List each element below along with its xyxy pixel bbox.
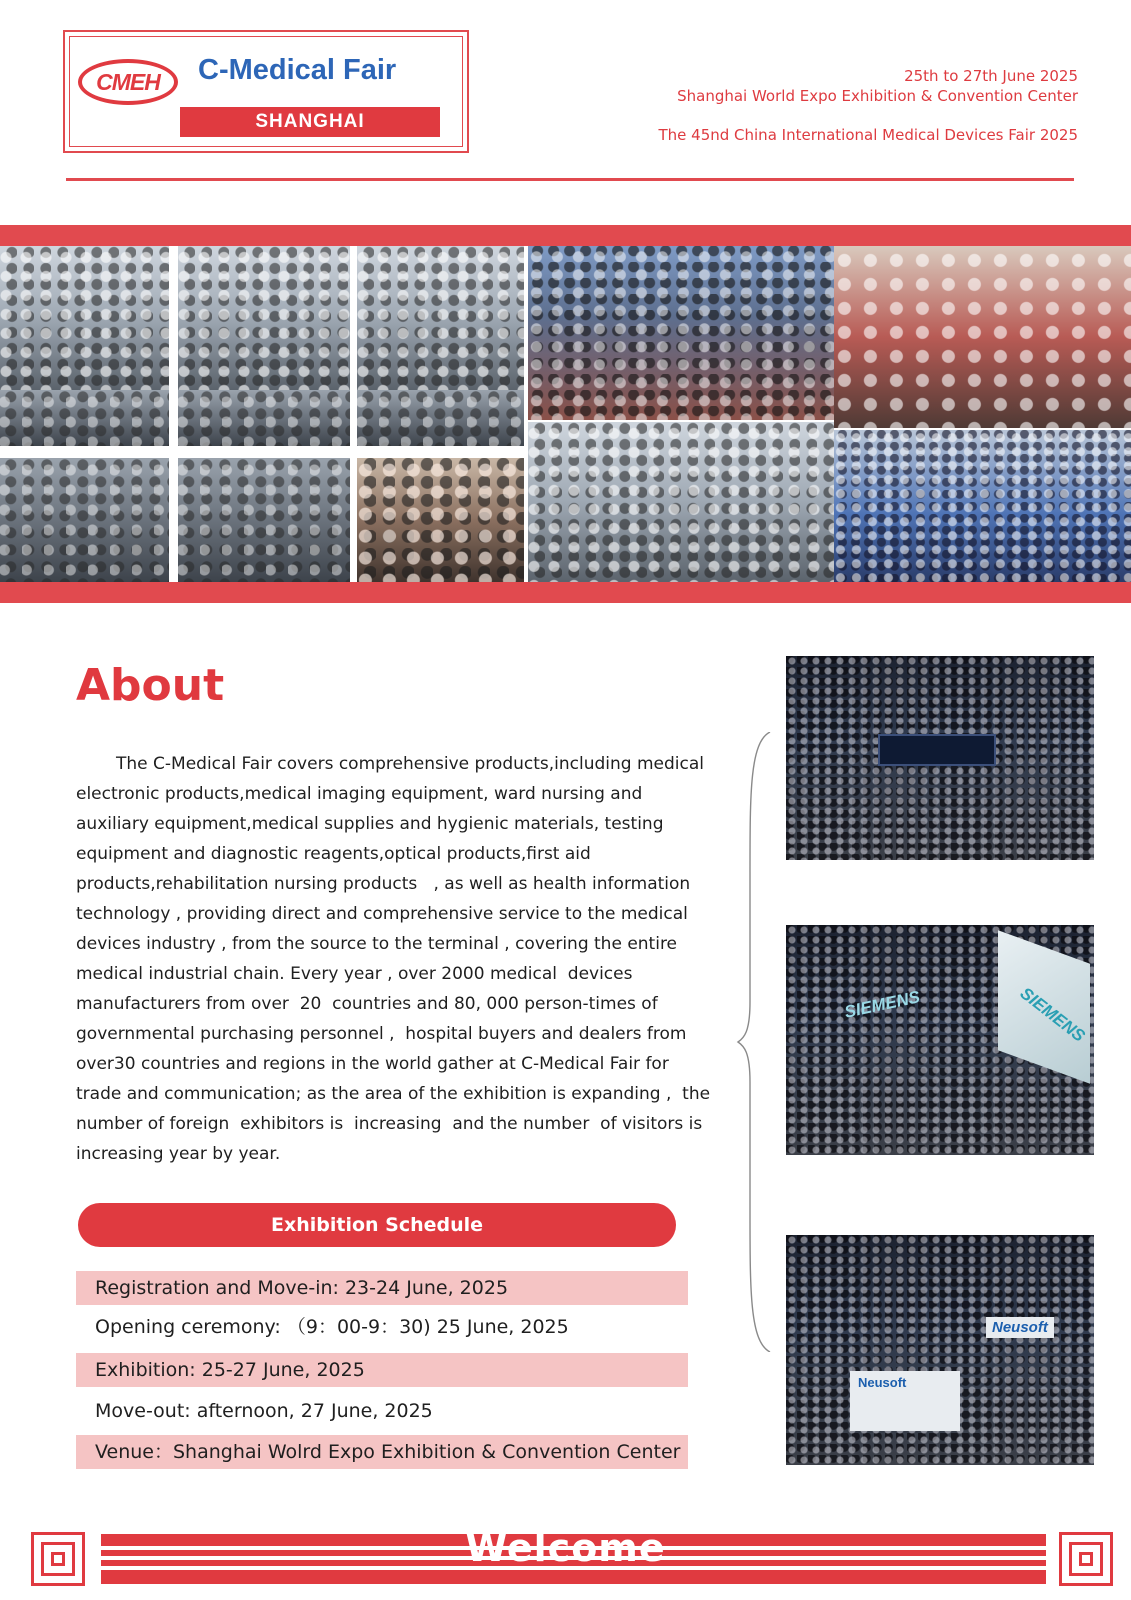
- about-title: About: [76, 660, 225, 711]
- collage-photo-registration: [357, 458, 524, 582]
- collage-top-band: [0, 225, 1131, 246]
- schedule-row-opening: Opening ceremony: （9：00-9：30) 25 June, 2025: [95, 1316, 569, 1338]
- collage-bottom-band: [0, 582, 1131, 603]
- collage-photo-conference: [834, 430, 1131, 582]
- logo-frame: [63, 30, 469, 153]
- event-venue: Shanghai World Expo Exhibition & Convention Center: [677, 87, 1078, 105]
- collage-photo-entrance-2: [178, 246, 350, 390]
- collage-photo-crowd-1: [0, 390, 169, 446]
- event-info: [658, 66, 1078, 145]
- event-dates: 25th to 27th June 2025: [904, 67, 1078, 85]
- collage-photo-booth-hall: [528, 246, 834, 420]
- stage-screen: [878, 734, 996, 766]
- schedule-row-exhibition: Exhibition: 25-27 June, 2025: [76, 1353, 688, 1387]
- brand-name: C-Medical Fair: [198, 54, 397, 86]
- about-paragraph: The C-Medical Fair covers comprehensive products,including medical electronic products,medical imaging equipment, ward nursing and auxiliary equipment,medical supplies and hygienic materials, testing equipment and diagnostic reagents,optical products,first aid products,rehabilitation nursing products , as well as health information technology , providing direct and comprehensive service to the medical devices industry , from the source to the terminal , covering the entire medical industrial chain. Every year , over 2000 medical devices manufacturers from over 20 countries and 80, 000 person-times of governmental purchasing personnel , hospital buyers and dealers from over30 countries and regions in the world gather at C-Medical Fair for trade and communication; as the area of the exhibition is expanding , the number of foreign exhibitors is increasing and the number of visitors is increasing year by year.: [76, 754, 711, 1164]
- siemens-sign-right: SIEMENS: [1016, 983, 1089, 1046]
- neusoft-sign-center: Neusoft: [858, 1375, 907, 1390]
- side-photo-neusoft-booth: [786, 1235, 1094, 1465]
- side-photo-keynote: [786, 656, 1094, 860]
- collage-photo-queue-2: [178, 458, 350, 582]
- schedule-row-registration: Registration and Move-in: 23-24 June, 2025: [76, 1271, 688, 1305]
- collage-photo-crowd-3: [357, 390, 524, 446]
- city-bar: SHANGHAI: [180, 107, 440, 137]
- welcome-text: Welcome: [465, 1526, 666, 1570]
- collage-photo-aisle: [528, 422, 834, 582]
- curly-bracket: [736, 732, 776, 1352]
- neusoft-sign-right: Neusoft: [986, 1317, 1054, 1338]
- collage-photo-crowd-2: [178, 390, 350, 446]
- collage-photo-queue-1: [0, 458, 169, 582]
- cmeh-logo-mark: CMEH: [78, 59, 178, 105]
- collage-photo-building: [357, 246, 524, 390]
- schedule-row-venue: Venue：Shanghai Wolrd Expo Exhibition & Convention Center: [76, 1435, 688, 1469]
- side-photo-siemens-booth: [786, 925, 1094, 1155]
- collage-photo-visitors: [834, 246, 1131, 428]
- schedule-row-move-out: Move-out: afternoon, 27 June, 2025: [95, 1400, 433, 1422]
- siemens-sign-left: SIEMENS: [842, 987, 922, 1022]
- collage-photo-entrance-1: [0, 246, 169, 390]
- schedule-title: Exhibition Schedule: [78, 1203, 676, 1247]
- photo-collage: [0, 246, 1131, 582]
- header-divider: [66, 178, 1074, 181]
- fair-name: The 45nd China International Medical Devices Fair 2025: [658, 126, 1078, 144]
